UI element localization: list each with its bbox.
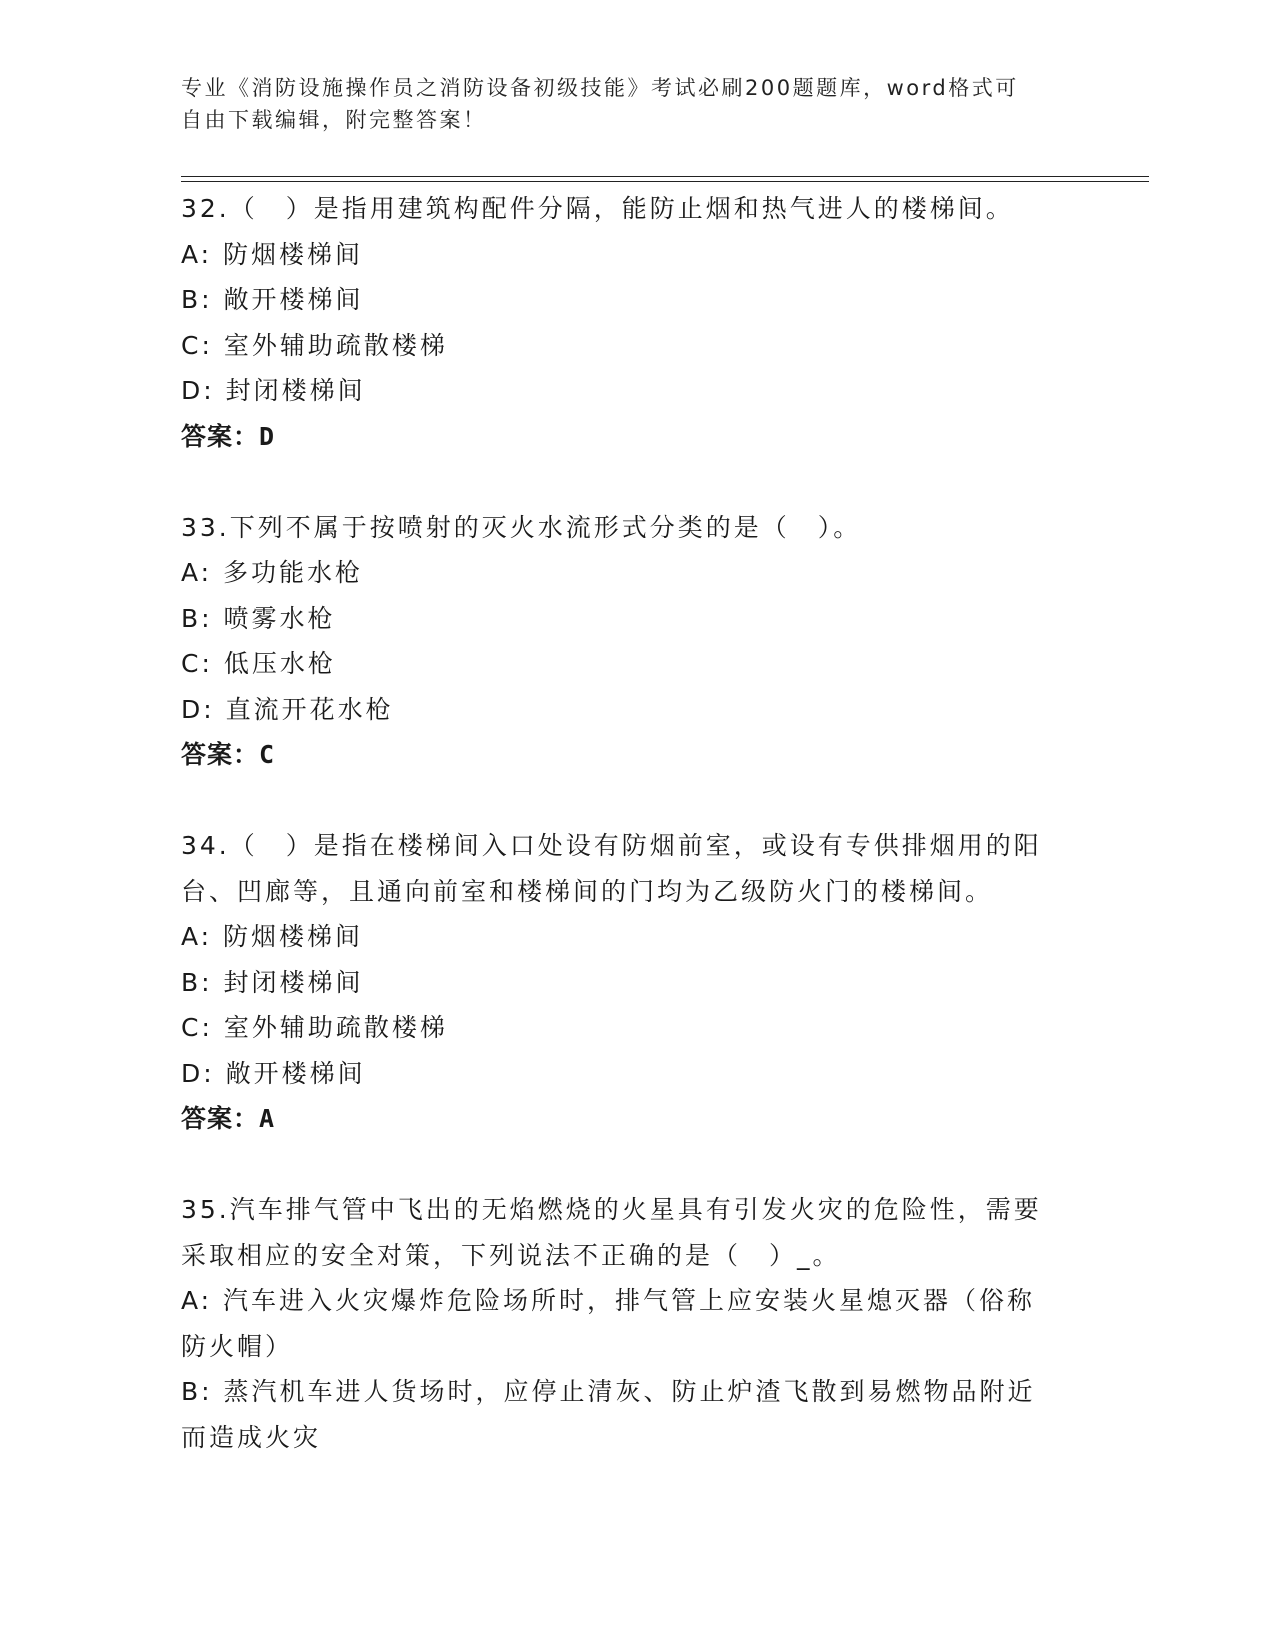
question-stem: 35.汽车排气管中飞出的无焰燃烧的火星具有引发火灾的危险性，需要 [181,1195,1042,1224]
question-32 [181,186,1081,459]
option-b: B: 敞开楼梯间 [181,285,364,314]
option-d: D: 封闭楼梯间 [181,376,366,405]
question-35 [181,1187,1081,1460]
question-stem: 34.（ ）是指在楼梯间入口处设有防烟前室，或设有专供排烟用的阳 [181,831,1042,860]
option-c: C: 低压水枪 [181,649,336,678]
spacer [181,1142,1081,1188]
option-a-continued: 防火帽） [181,1331,294,1361]
question-stem-continued: 台、凹廊等，且通向前室和楼梯间的门均为乙级防火门的楼梯间。 [181,876,994,906]
question-stem-continued: 采取相应的安全对策，下列说法不正确的是（ ）_。 [181,1240,841,1270]
option-b: B: 蒸汽机车进人货场时，应停止清灰、防止炉渣飞散到易燃物品附近 [181,1377,1036,1406]
spacer [181,778,1081,824]
question-list [181,186,1081,1460]
option-a: A: 防烟楼梯间 [181,239,364,269]
question-stem: 33.下列不属于按喷射的灭火水流形式分类的是（ ）。 [181,512,862,542]
option-d: D: 敞开楼梯间 [181,1058,366,1088]
header-line-2: 自由下载编辑，附完整答案！ [181,108,487,132]
answer: 答案：D [181,421,276,451]
answer: 答案：C [181,740,276,769]
option-b: B: 喷雾水枪 [181,603,336,633]
question-34 [181,823,1081,1142]
answer: 答案：A [181,1104,276,1133]
spacer [181,459,1081,505]
option-d: D: 直流开花水枪 [181,694,394,724]
question-stem: 32.（ ）是指用建筑构配件分隔，能防止烟和热气进人的楼梯间。 [181,194,1014,223]
option-b: B: 封闭楼梯间 [181,967,364,997]
option-c: C: 室外辅助疏散楼梯 [181,330,448,360]
option-b-continued: 而造成火灾 [181,1422,322,1452]
header-line-1: 专业《消防设施操作员之消防设备初级技能》考试必刷200题题库，word格式可 [181,76,1019,100]
question-33 [181,505,1081,778]
document-header [181,72,1041,136]
header-rule-bottom [181,181,1149,182]
header-rule-top [181,176,1149,177]
option-a: A: 汽车进入火灾爆炸危险场所时，排气管上应安装火星熄灭器（俗称 [181,1286,1036,1315]
option-a: A: 多功能水枪 [181,558,364,587]
option-a: A: 防烟楼梯间 [181,922,364,951]
option-c: C: 室外辅助疏散楼梯 [181,1013,448,1042]
